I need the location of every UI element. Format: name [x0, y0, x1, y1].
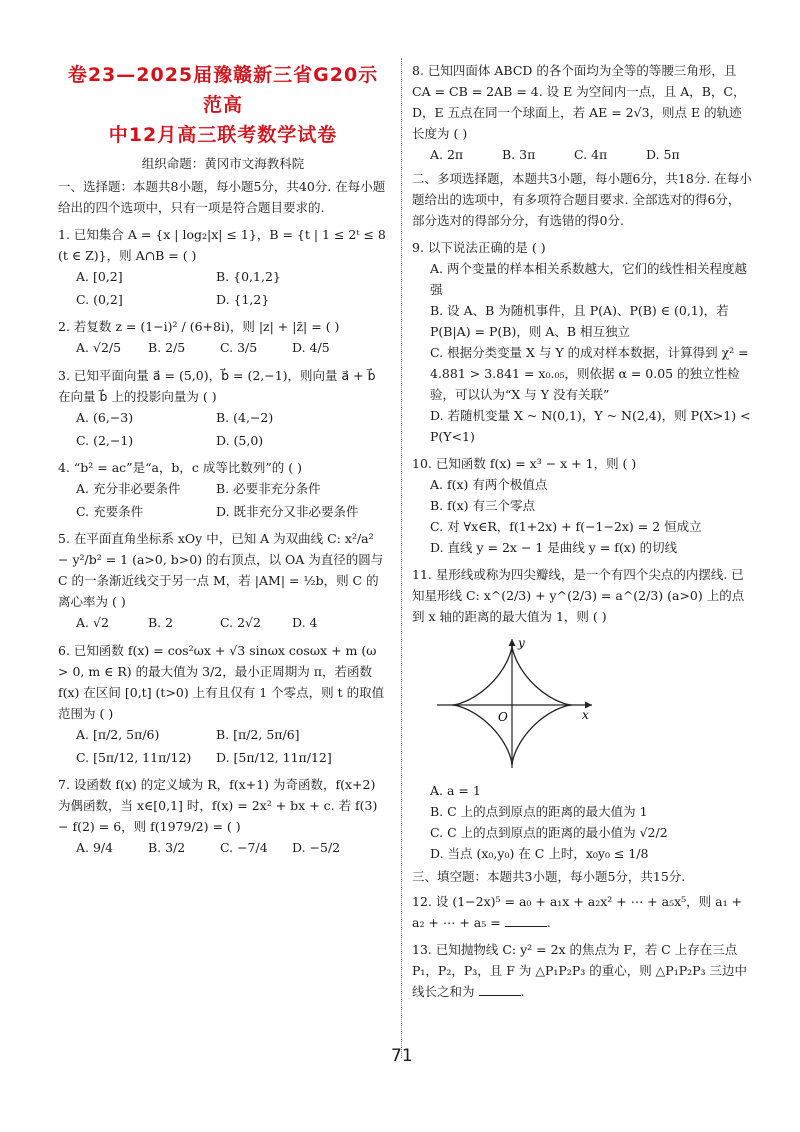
q4-option-b: B. 必要非充分条件 [216, 481, 321, 496]
q9-option-a: A. 两个变量的样本相关系数越大，它们的线性相关程度越强 [430, 261, 747, 297]
q6-option-b: B. [π/2, 5π/6] [216, 727, 300, 742]
question-10 [412, 453, 752, 558]
question-4 [58, 457, 388, 522]
q5-option-a: A. √2 [76, 615, 109, 630]
q11-option-b: B. C 上的点到原点的距离的最大值为 1 [430, 804, 648, 819]
title-line-2: 中12月高三联考数学试卷 [108, 124, 338, 146]
question-9 [412, 237, 752, 447]
q8-option-a: A. 2π [430, 147, 464, 162]
q8-option-d: D. 5π [646, 147, 680, 162]
question-12-stem: 12. 设 (1−2x)⁵ = a₀ + a₁x + a₂x² + ⋯ + a₅x⁵，则 a₁ + a₂ + ⋯ + a₅ = [412, 894, 743, 930]
q1-option-c: C. (0,2] [76, 292, 123, 307]
q5-option-d: D. 4 [292, 615, 318, 630]
q3-option-b: B. (4,−2) [216, 410, 274, 425]
question-7 [58, 774, 388, 859]
q10-option-b: B. f(x) 有三个零点 [430, 498, 536, 513]
x-axis-label: x [582, 708, 589, 722]
q6-option-a: A. [π/2, 5π/6) [76, 727, 160, 742]
organizer: 组织命题：黄冈市文海教科院 [141, 156, 305, 171]
q9-option-b: B. 设 A、B 为随机事件，且 P(A)、P(B) ∈ (0,1)，若 P(B|A) = P(B)，则 A、B 相互独立 [430, 303, 729, 339]
section-multi-choice: 二、多项选择题，本题共3小题，每小题6分，共18分. 在每小题给出的选项中，有多项符合题目要求. 全部选对的得6分，部分选对的得部分分，有选错的得0分. [412, 171, 752, 228]
q9-option-d: D. 若随机变量 X ~ N(0,1)，Y ~ N(2,4)，则 P(X>1) < P(Y<1) [430, 408, 751, 444]
question-3-stem: 3. 已知平面向量 a⃗ = (5,0)，b⃗ = (2,−1)，则向量 a⃗ + b⃗ 在向量 b⃗ 上的投影向量为 ( ) [58, 368, 376, 404]
q3-option-a: A. (6,−3) [76, 410, 134, 425]
question-8-stem: 8. 已知四面体 ABCD 的各个面均为全等的等腰三角形，且 CA = CB = 2AB = 4. 设 E 为空间内一点，且 A，B，C，D，E 五点在同一个球面上，若 AE = 2√3，则点 E 的轨迹长度为 ( ) [412, 63, 746, 141]
q6-option-d: D. [5π/12, 11π/12] [216, 750, 332, 765]
q4-option-a: A. 充分非必要条件 [76, 481, 181, 496]
q7-option-b: B. 3/2 [148, 840, 186, 855]
q11-option-a: A. a = 1 [430, 783, 481, 798]
page-title [58, 60, 388, 150]
q1-option-a: A. [0,2] [76, 269, 123, 284]
q2-option-d: D. 4/5 [292, 340, 330, 355]
question-6 [58, 640, 388, 768]
q10-option-c: C. 对 ∀x∈R，f(1+2x) + f(−1−2x) = 2 恒成立 [430, 519, 702, 534]
q3-option-d: D. (5,0) [216, 433, 264, 448]
section-fill-blank: 三、填空题：本题共3小题，每小题5分，共15分. [412, 869, 686, 884]
q6-option-c: C. [5π/12, 11π/12) [76, 750, 192, 765]
q13-answer-blank [479, 983, 521, 996]
q10-option-a: A. f(x) 有两个极值点 [430, 477, 548, 492]
question-11 [412, 564, 752, 864]
right-column [412, 60, 752, 1002]
question-7-stem: 7. 设函数 f(x) 的定义域为 R，f(x+1) 为奇函数，f(x+2) 为偶函数，当 x∈[0,1] 时，f(x) = 2x² + bx + c. 若 f(3) − f(2) = 6，则 f(1979/2) = ( ) [58, 777, 378, 834]
q1-option-d: D. {1,2} [216, 292, 270, 307]
question-13: 13. 已知抛物线 C: y² = 2x 的焦点为 F，若 C 上存在三点 P₁，P₂，P₃，且 F 为 △P₁P₂P₃ 的重心，则 △P₁P₂P₃ 三边中线长之和为 . [412, 942, 748, 999]
question-9-stem: 9. 以下说法正确的是 ( ) [412, 240, 546, 255]
q3-option-c: C. (2,−1) [76, 433, 134, 448]
y-axis-label: y [518, 636, 525, 650]
q8-option-b: B. 3π [502, 147, 536, 162]
q11-option-d: D. 当点 (x₀,y₀) 在 C 上时，x₀y₀ ≤ 1/8 [430, 846, 649, 861]
q4-option-d: D. 既非充分又非必要条件 [216, 504, 359, 519]
question-11-stem: 11. 星形线或称为四尖瓣线，是一个有四个尖点的内摆线. 已知星形线 C: x^(2/3) + y^(2/3) = a^(2/3) (a>0) 上的点到 x 轴的距离的最大值为 1，则 ( ) [412, 567, 745, 624]
astroid-figure [432, 633, 752, 776]
section-single-choice: 一、选择题：本题共8小题，每小题5分，共40分. 在每小题给出的四个选项中，只有一项是符合题目要求的. [58, 179, 386, 215]
q11-option-c: C. C 上的点到原点的距离的最小值为 √2/2 [430, 825, 668, 840]
question-1 [58, 224, 388, 310]
question-10-stem: 10. 已知函数 f(x) = x³ − x + 1，则 ( ) [412, 456, 637, 471]
q2-option-a: A. √2/5 [76, 340, 122, 355]
question-6-stem: 6. 已知函数 f(x) = cos²ωx + √3 sinωx cosωx + m (ω > 0, m ∈ R) 的最大值为 3/2，最小正周期为 π，若函数 f(x) 在区间 [0,t] (t>0) 上有且仅有 1 个零点，则 t 的取值范围为 ( ) [58, 643, 385, 721]
question-2 [58, 316, 388, 359]
q8-option-c: C. 4π [574, 147, 608, 162]
q9-option-c: C. 根据分类变量 X 与 Y 的成对样本数据，计算得到 χ² = 4.881 > 3.841 = x₀.₀₅，则依据 α = 0.05 的独立性检验，可以认为“X 与 Y 没有关联” [430, 345, 749, 402]
page-number: 71 [391, 1046, 413, 1066]
question-8 [412, 60, 752, 166]
q2-option-b: B. 2/5 [148, 340, 186, 355]
q4-option-c: C. 充要条件 [76, 504, 144, 519]
question-3 [58, 365, 388, 451]
q1-option-b: B. {0,1,2} [216, 269, 281, 284]
q10-option-d: D. 直线 y = 2x − 1 是曲线 y = f(x) 的切线 [430, 540, 678, 555]
column-divider [401, 58, 402, 1058]
question-2-stem: 2. 若复数 z = (1−i)² / (6+8i)，则 |z| + |z̄| = ( ) [58, 319, 340, 334]
q7-option-a: A. 9/4 [76, 840, 114, 855]
question-1-stem: 1. 已知集合 A = {x | log₂|x| ≤ 1}，B = {t | 1 ≤ 2ᵗ ≤ 8 (t ∈ Z)}，则 A∩B = ( ) [58, 227, 386, 263]
question-5 [58, 528, 388, 634]
q2-option-c: C. 3/5 [220, 340, 258, 355]
title-line-1: 卷23—2025届豫赣新三省G20示范高 [67, 64, 379, 116]
question-5-stem: 5. 在平面直角坐标系 xOy 中，已知 A 为双曲线 C: x²/a² − y²/b² = 1 (a>0, b>0) 的右顶点，以 OA 为直径的圆与 C 的一条渐近线交于另一点 M，若 |AM| = ½b，则 C 的离心率为 ( ) [58, 531, 384, 609]
q7-option-c: C. −7/4 [220, 840, 268, 855]
q5-option-b: B. 2 [148, 615, 174, 630]
question-12: 12. 设 (1−2x)⁵ = a₀ + a₁x + a₂x² + ⋯ + a₅x⁵，则 a₁ + a₂ + ⋯ + a₅ = . [412, 894, 743, 930]
question-4-stem: 4. “b² = ac”是“a，b，c 成等比数列”的 ( ) [58, 460, 302, 475]
question-13-stem: 13. 已知抛物线 C: y² = 2x 的焦点为 F，若 C 上存在三点 P₁，P₂，P₃，且 F 为 △P₁P₂P₃ 的重心，则 △P₁P₂P₃ 三边中线长之和为 [412, 942, 748, 999]
q7-option-d: D. −5/2 [292, 840, 341, 855]
q12-answer-blank [505, 914, 547, 927]
origin-label: O [498, 710, 508, 724]
left-column [58, 60, 388, 859]
q5-option-c: C. 2√2 [220, 615, 261, 630]
